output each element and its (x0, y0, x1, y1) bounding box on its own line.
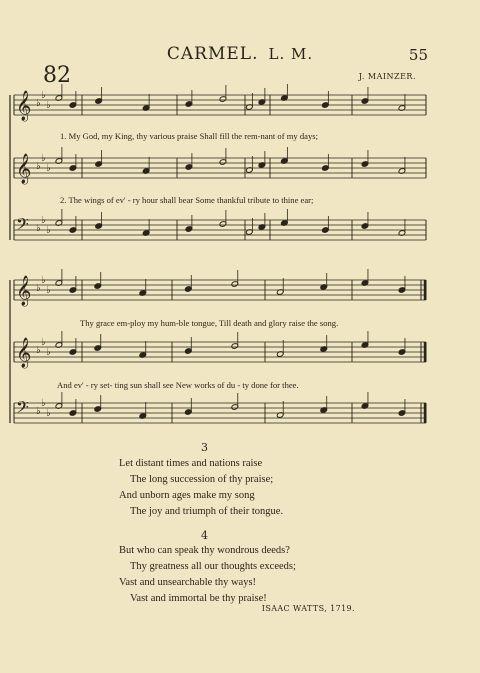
bass-clef: 𝄢 (16, 214, 29, 238)
verse-number: 3 (201, 441, 208, 454)
treble-clef: 𝄞 (16, 338, 32, 368)
treble-clef: 𝄞 (16, 276, 32, 306)
flat-sign: ♭ (46, 285, 51, 296)
bass-clef: 𝄢 (16, 397, 29, 421)
verse-line: Vast and unsearchable thy ways! (119, 577, 257, 588)
verse-line: Let distant times and nations raise (119, 458, 263, 469)
composer-credit: J. MAINZER. (358, 72, 416, 81)
flat-sign: ♭ (46, 225, 51, 236)
verse-number: 4 (201, 529, 208, 542)
lyric-system2-verse1: Thy grace em-ploy my hum-ble tongue, Till death and glory raise the song. (80, 318, 339, 328)
flat-sign: ♭ (36, 223, 41, 234)
lyric-system1-verse1: 1. My God, my King, thy various praise Shall fill the rem-nant of my days; (60, 131, 319, 141)
text-attribution: ISAAC WATTS, 1719. (261, 604, 355, 613)
lyric-system1-verse2: 2. The wings of ev' - ry hour shall bear Some thankful tribute to thine ear; (60, 195, 314, 205)
verse-line: The joy and triumph of their tongue. (130, 506, 284, 517)
flat-sign: ♭ (46, 100, 51, 111)
flat-sign: ♭ (36, 161, 41, 172)
flat-sign: ♭ (41, 275, 46, 286)
verse-line: And unborn ages make my song (119, 490, 255, 501)
verse-line: The long succession of thy praise; (130, 474, 274, 485)
hymn-meter: L. M. (268, 45, 314, 63)
flat-sign: ♭ (41, 337, 46, 348)
treble-clef: 𝄞 (16, 154, 32, 184)
page-number: 55 (408, 46, 428, 64)
treble-clef: 𝄞 (16, 91, 32, 121)
flat-sign: ♭ (41, 398, 46, 409)
flat-sign: ♭ (36, 98, 41, 109)
hymn-title: CARMEL. (166, 44, 259, 64)
flat-sign: ♭ (46, 347, 51, 358)
verse-line: But who can speak thy wondrous deeds? (119, 545, 290, 556)
verse-line: Thy greatness all our thoughts exceeds; (130, 561, 296, 572)
flat-sign: ♭ (41, 153, 46, 164)
flat-sign: ♭ (36, 345, 41, 356)
lyric-system2-verse2: And ev' - ry set- ting sun shall see New works of du - ty done for thee. (57, 380, 299, 390)
flat-sign: ♭ (36, 406, 41, 417)
flat-sign: ♭ (46, 163, 51, 174)
verse-line: Vast and immortal be thy praise! (130, 593, 267, 604)
hymn-number: 82 (43, 63, 71, 88)
flat-sign: ♭ (41, 215, 46, 226)
flat-sign: ♭ (36, 283, 41, 294)
flat-sign: ♭ (46, 408, 51, 419)
flat-sign: ♭ (41, 90, 46, 101)
